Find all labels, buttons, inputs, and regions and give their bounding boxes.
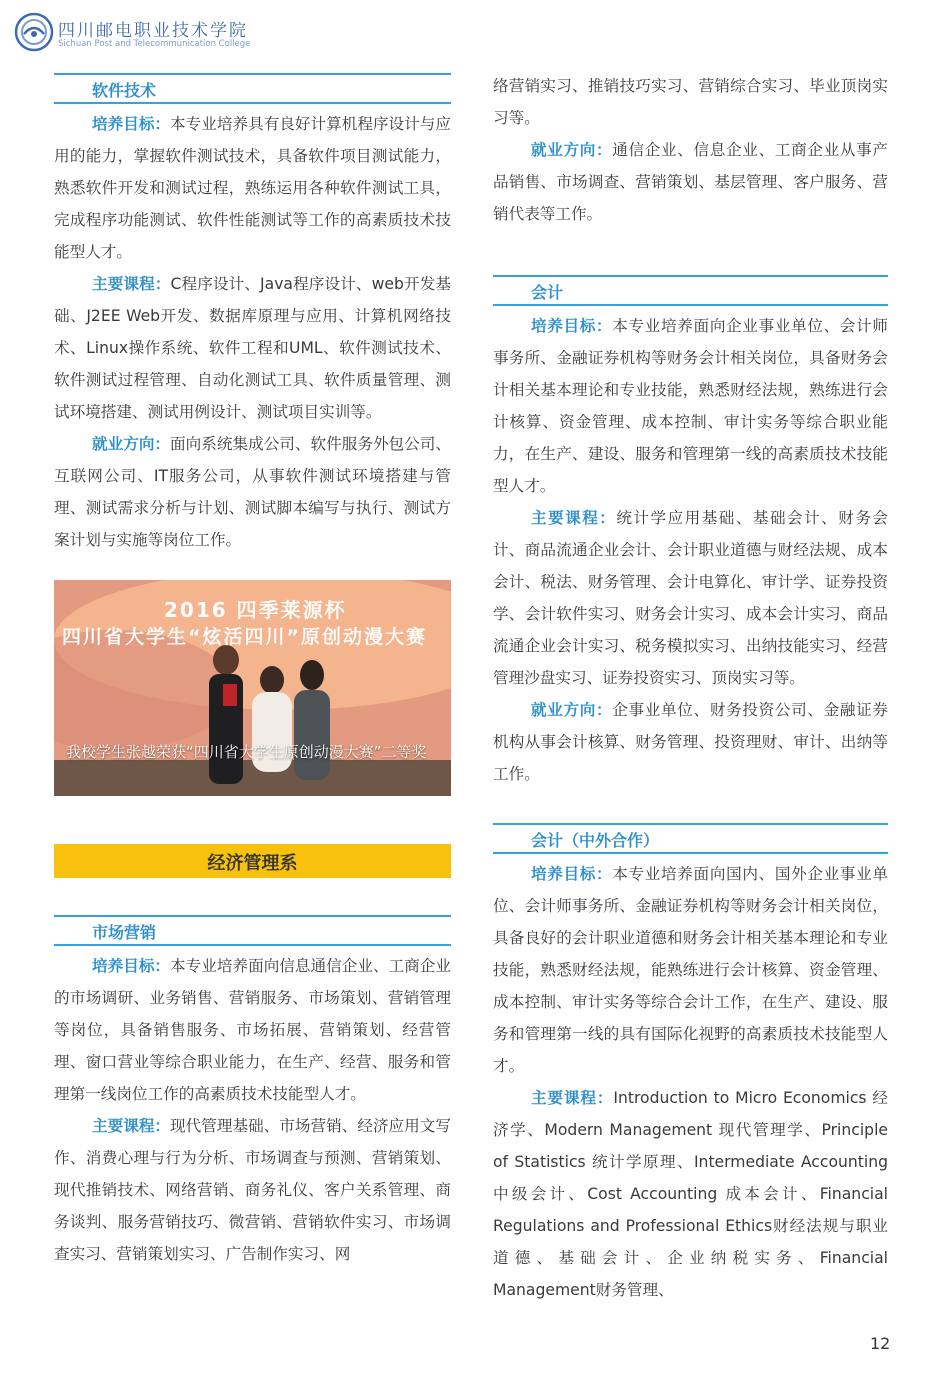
- goal-label: 培养目标：: [531, 317, 613, 335]
- department-title: 经济管理系: [207, 853, 298, 874]
- section-title-text: 软件技术: [92, 81, 157, 100]
- accounting-intl-goal: [493, 858, 888, 1082]
- career-label: 就业方向：: [531, 701, 613, 719]
- courses-label: 主要课程：: [92, 1117, 171, 1135]
- courses-label: 主要课程：: [531, 1089, 614, 1107]
- photo-caption: 我校学生张越荣获“四川省大学生原创动漫大赛”二等奖: [66, 743, 427, 761]
- school-logo: [14, 12, 314, 56]
- software-courses: [54, 268, 451, 428]
- accounting-intl-courses: [493, 1082, 888, 1306]
- school-name-cn: 四川邮电职业技术学院: [58, 21, 248, 41]
- accounting-courses: [493, 502, 888, 694]
- courses-text: 统计学应用基础、基础会计、财务会计、商品流通企业会计、会计职业道德与财经法规、成本会计、税法、财务管理、会计电算化、审计学、证券投资学、会计软件实习、财务会计实习、成本会计实习、商品流通企业会计实习、税务模拟实习、出纳技能实习、经营管理沙盘实习、证券投资实习、顶岗实习等。: [493, 509, 888, 687]
- school-emblem-icon: [14, 12, 54, 52]
- marketing-career: [493, 134, 888, 230]
- courses-text: 现代管理基础、市场营销、经济应用文写作、消费心理与行为分析、市场调查与预测、营销策划、现代推销技术、网络营销、商务礼仪、客户关系管理、商务谈判、服务营销技巧、微营销、营销软件实习、市场调查实习、营销策划实习、广告制作实习、网: [54, 1117, 451, 1263]
- marketing-courses: [54, 1110, 451, 1270]
- software-career: [54, 428, 451, 556]
- career-text: 面向系统集成公司、软件服务外包公司、互联网公司、IT服务公司，从事软件测试环境搭建与管理、测试需求分析与计划、测试脚本编写与执行、测试方案计划与实施等岗位工作。: [54, 435, 451, 549]
- goal-text: 本专业培养面向信息通信企业、工商企业的市场调研、业务销售、营销服务、市场策划、营销管理等岗位，具备销售服务、市场拓展、营销策划、经营管理、窗口营业等综合职业能力，在生产、经营、服务和管理第一线岗位工作的高素质技术技能型人才。: [54, 957, 451, 1103]
- goal-text: 本专业培养面向企业事业单位、会计师事务所、金融证券机构等财务会计相关岗位，具备财务会计相关基本理论和专业技能，熟悉财经法规，熟练进行会计核算、资金管理、成本控制、审计实务等综合职业能力，在生产、建设、服务和管理第一线的高素质技术技能型人才。: [493, 317, 888, 495]
- marketing-goal: [54, 950, 451, 1110]
- career-text: 企事业单位、财务投资公司、金融证券机构从事会计核算、财务管理、投资理财、审计、出纳等工作。: [493, 701, 888, 783]
- section-title-text: 会计: [531, 283, 564, 302]
- goal-text: 本专业培养具有良好计算机程序设计与应用的能力，掌握软件测试技术，具备软件项目测试能力，熟悉软件开发和测试过程，熟练运用各种软件测试工具，完成程序功能测试、软件性能测试等工作的高素质技术技能型人才。: [54, 115, 451, 261]
- accounting-career: [493, 694, 888, 790]
- courses-label: 主要课程：: [92, 275, 171, 293]
- left-column: [54, 70, 451, 1270]
- marketing-courses-continued: 络营销实习、推销技巧实习、营销综合实习、毕业顶岗实习等。: [493, 77, 888, 127]
- goal-label: 培养目标：: [92, 115, 171, 133]
- section-title-text: 市场营销: [92, 923, 157, 942]
- courses-label: 主要课程：: [531, 509, 617, 527]
- section-title-accounting-intl: [493, 820, 888, 854]
- school-name-en: Sichuan Post and Telecommunication College: [58, 39, 251, 49]
- goal-label: 培养目标：: [92, 957, 171, 975]
- banner-line-1: 2016 四季莱源杯: [164, 598, 347, 622]
- courses-text: Introduction to Micro Economics 经济学、Modern Management 现代管理学、Principle of Statistics 统计学原理、Intermediate Accounting 中级会计、Cost Accounting 成本会计、Financial Regulations and Professional Ethics财经法规与职业道德、基础会计、企业纳税实务、Financial Management财务管理、: [493, 1089, 888, 1299]
- department-title-bar: [54, 844, 451, 878]
- page-number: 12: [870, 1334, 891, 1353]
- right-column: [493, 70, 888, 1306]
- career-text: 通信企业、信息企业、工商企业从事产品销售、市场调查、营销策划、基层管理、客户服务、营销代表等工作。: [493, 141, 888, 223]
- goal-label: 培养目标：: [531, 865, 613, 883]
- career-label: 就业方向：: [531, 141, 613, 159]
- award-photo: [54, 580, 451, 796]
- banner-line-2: 四川省大学生“炫活四川”原创动漫大赛: [62, 626, 427, 648]
- accounting-goal: [493, 310, 888, 502]
- section-title-software: [54, 70, 451, 104]
- courses-text: C程序设计、Java程序设计、web开发基础、J2EE Web开发、数据库原理与应用、计算机网络技术、Linux操作系统、软件工程和UML、软件测试技术、软件测试过程管理、自动化测试工具、软件质量管理、测试环境搭建、测试用例设计、测试项目实训等。: [54, 275, 451, 421]
- software-goal: [54, 108, 451, 268]
- section-title-text: 会计（中外合作）: [531, 831, 660, 850]
- section-title-accounting: [493, 272, 888, 306]
- goal-text: 本专业培养面向国内、国外企业事业单位、会计师事务所、金融证券机构等财务会计相关岗位，具备良好的会计职业道德和财务会计相关基本理论和专业技能，熟悉财经法规，能熟练进行会计核算、资金管理、成本控制、审计实务等综合会计工作，在生产、建设、服务和管理第一线的具有国际化视野的高素质技术技能型人才。: [493, 865, 888, 1075]
- career-label: 就业方向：: [92, 435, 171, 453]
- section-title-marketing: [54, 912, 451, 946]
